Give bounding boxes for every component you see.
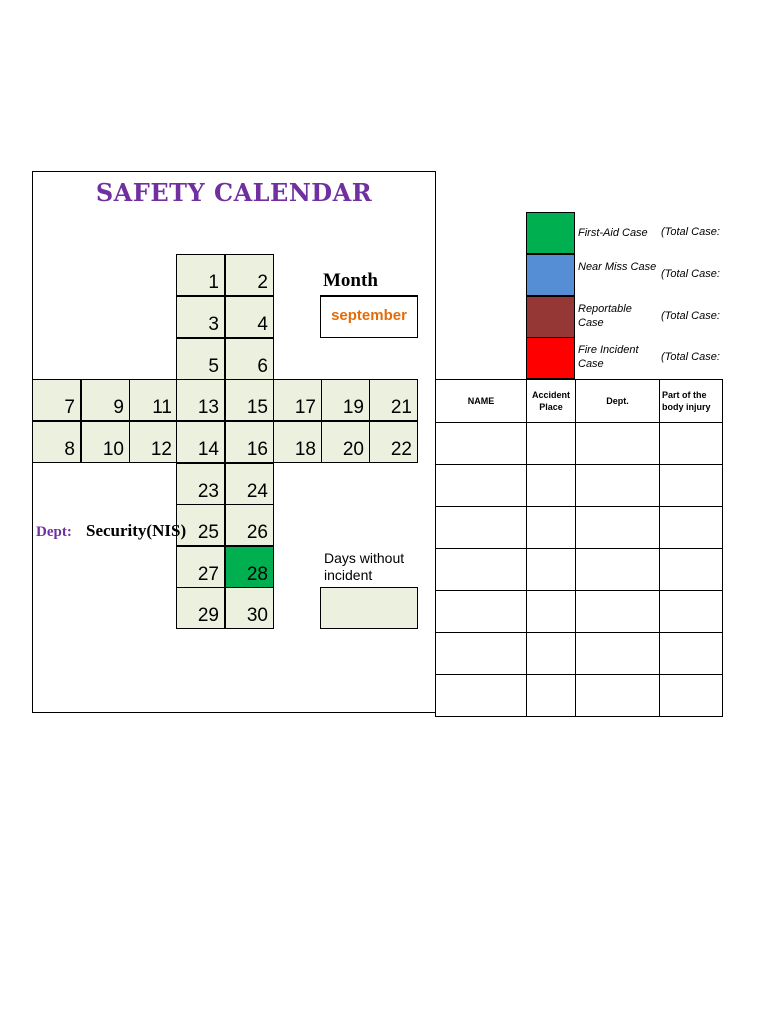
table-row xyxy=(436,549,723,591)
header-name: NAME xyxy=(436,380,527,423)
table-row xyxy=(436,507,723,549)
legend-total: (Total Case: xyxy=(661,226,720,238)
calendar-day-cell[interactable]: 6 xyxy=(225,338,274,380)
table-cell[interactable] xyxy=(527,633,576,675)
calendar-day-cell[interactable]: 28 xyxy=(225,546,274,588)
incident-table xyxy=(435,379,723,717)
table-cell[interactable] xyxy=(436,591,527,633)
calendar-day-cell[interactable]: 23 xyxy=(176,463,225,505)
legend-label: Fire Incident Case xyxy=(578,344,639,370)
calendar-day-cell[interactable]: 27 xyxy=(176,546,225,588)
legend-total: (Total Case: xyxy=(661,351,720,363)
table-header-row xyxy=(436,380,723,423)
dept-label: Dept: xyxy=(36,524,72,540)
table-cell[interactable] xyxy=(576,465,660,507)
calendar-day-cell[interactable]: 26 xyxy=(225,504,274,546)
table-cell[interactable] xyxy=(576,633,660,675)
header-accident-place: Accident Place xyxy=(527,380,576,423)
table-row xyxy=(436,633,723,675)
table-cell[interactable] xyxy=(660,633,723,675)
calendar-day-cell[interactable]: 10 xyxy=(81,421,130,463)
legend-swatch xyxy=(526,212,575,254)
table-cell[interactable] xyxy=(576,591,660,633)
calendar-day-cell[interactable]: 8 xyxy=(32,421,81,463)
calendar-day-cell[interactable]: 19 xyxy=(321,379,370,421)
calendar-day-cell[interactable]: 13 xyxy=(176,379,225,421)
calendar-day-cell[interactable]: 30 xyxy=(225,587,274,629)
table-cell[interactable] xyxy=(660,423,723,465)
table-cell[interactable] xyxy=(660,507,723,549)
table-row xyxy=(436,423,723,465)
legend-label: Near Miss Case xyxy=(578,261,657,273)
calendar-day-cell[interactable]: 29 xyxy=(176,587,225,629)
calendar-day-cell[interactable]: 15 xyxy=(225,379,274,421)
header-body-part: Part of the body injury xyxy=(660,380,723,423)
legend-label: First-Aid Case xyxy=(578,227,648,239)
calendar-day-cell[interactable]: 18 xyxy=(273,421,322,463)
table-cell[interactable] xyxy=(527,675,576,717)
calendar-day-cell[interactable]: 9 xyxy=(81,379,130,421)
table-cell[interactable] xyxy=(527,423,576,465)
legend-label: Reportable Case xyxy=(578,303,632,329)
calendar-day-cell[interactable]: 14 xyxy=(176,421,225,463)
calendar-day-cell[interactable]: 4 xyxy=(225,296,274,338)
legend-swatch xyxy=(526,254,575,296)
table-cell[interactable] xyxy=(527,549,576,591)
table-cell[interactable] xyxy=(576,549,660,591)
calendar-day-cell[interactable]: 3 xyxy=(176,296,225,338)
calendar-day-cell[interactable]: 24 xyxy=(225,463,274,505)
calendar-day-cell[interactable]: 5 xyxy=(176,338,225,380)
table-row xyxy=(436,465,723,507)
table-row xyxy=(436,675,723,717)
table-cell[interactable] xyxy=(660,465,723,507)
legend-total: (Total Case: xyxy=(661,268,720,280)
table-cell[interactable] xyxy=(436,507,527,549)
table-cell[interactable] xyxy=(436,549,527,591)
calendar-day-cell[interactable]: 11 xyxy=(129,379,178,421)
calendar-day-cell[interactable]: 22 xyxy=(369,421,418,463)
page-title: SAFETY CALENDAR xyxy=(95,178,373,207)
month-value[interactable]: september xyxy=(320,297,418,338)
table-cell[interactable] xyxy=(527,591,576,633)
calendar-day-cell[interactable]: 2 xyxy=(225,254,274,296)
month-label: Month xyxy=(323,270,378,291)
legend-total: (Total Case: xyxy=(661,310,720,322)
calendar-day-cell[interactable]: 7 xyxy=(32,379,81,421)
table-cell[interactable] xyxy=(436,633,527,675)
table-cell[interactable] xyxy=(576,507,660,549)
table-cell[interactable] xyxy=(576,675,660,717)
calendar-day-cell[interactable]: 20 xyxy=(321,421,370,463)
calendar-day-cell[interactable]: 17 xyxy=(273,379,322,421)
days-without-incident-label: Days without incident xyxy=(324,550,405,583)
calendar-day-cell[interactable]: 25 xyxy=(176,504,225,546)
calendar-day-cell[interactable]: 16 xyxy=(225,421,274,463)
calendar-day-cell[interactable]: 21 xyxy=(369,379,418,421)
table-row xyxy=(436,591,723,633)
days-without-incident-field[interactable] xyxy=(320,587,418,629)
legend-swatch xyxy=(526,337,575,379)
table-cell[interactable] xyxy=(576,423,660,465)
header-dept: Dept. xyxy=(576,380,660,423)
calendar-day-cell[interactable]: 1 xyxy=(176,254,225,296)
legend-swatch xyxy=(526,296,575,338)
table-cell[interactable] xyxy=(527,507,576,549)
table-cell[interactable] xyxy=(660,549,723,591)
calendar-day-cell[interactable]: 12 xyxy=(129,421,178,463)
table-cell[interactable] xyxy=(436,423,527,465)
dept-value[interactable]: Security(NIS) xyxy=(86,521,187,540)
table-cell[interactable] xyxy=(436,465,527,507)
table-cell[interactable] xyxy=(436,675,527,717)
table-cell[interactable] xyxy=(660,675,723,717)
table-cell[interactable] xyxy=(527,465,576,507)
table-cell[interactable] xyxy=(660,591,723,633)
